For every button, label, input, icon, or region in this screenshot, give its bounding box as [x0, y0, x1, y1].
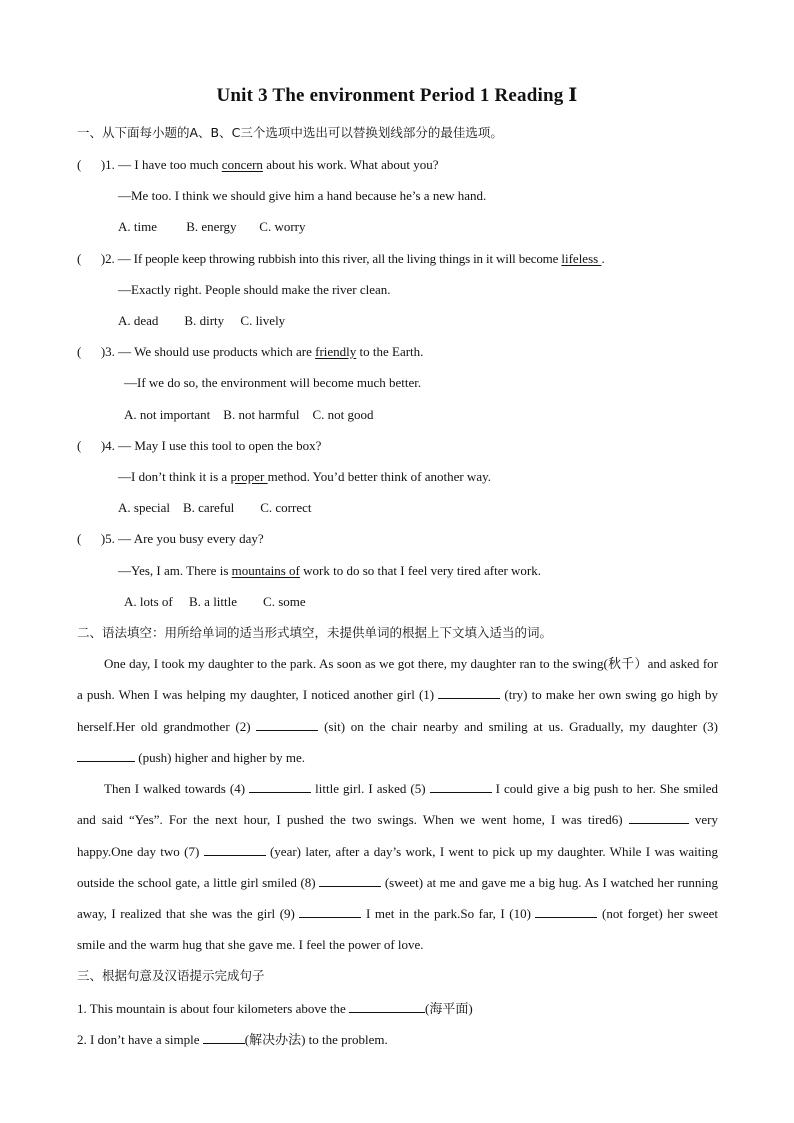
answer-bracket: ( )	[77, 251, 106, 266]
underlined-word: friendly	[315, 344, 357, 359]
sentence-item-2	[77, 1031, 388, 1048]
question-1	[77, 157, 439, 173]
reply-4	[118, 469, 491, 485]
question-3	[77, 344, 423, 360]
blank-1[interactable]	[438, 686, 500, 699]
question-text-end: .	[601, 251, 605, 266]
cloze-text: One day, I took my daughter to the park. As soon as we got there, my daughter ran to the swing(秋千）and asked for a push. When I was helping my daughter, I noticed another girl (1)	[77, 656, 718, 703]
cloze-text: little girl. I asked (5)	[311, 781, 430, 796]
blank-6[interactable]	[629, 811, 689, 824]
page-title: Unit 3 The environment Period 1 Reading Ⅰ	[216, 85, 578, 106]
cloze-text: (year) later, after a day’s work, I went to pick up my daughter. While I was waiting outside the school gate, a little girl smiled (8)	[77, 843, 719, 890]
reply-2: —Exactly right. People should make the river clean.	[118, 282, 391, 297]
cloze-text: (not forget) her sweet smile and the warm hug that she gave me. I feel the power of love.	[77, 906, 718, 953]
options-4: A. special B. careful C. correct	[118, 500, 312, 515]
reply-text-end: method. You’d better think of another way.	[267, 469, 491, 484]
sentence-item-1	[77, 1000, 473, 1017]
answer-bracket: ( )	[77, 531, 106, 546]
question-text: 4. — May I use this tool to open the box?	[105, 438, 322, 453]
cloze-text: Then I walked towards (4)	[104, 781, 250, 796]
cloze-text: (sweet) at me and gave me a big hug. As I watched her running away, I realized that she was the girl (9)	[77, 874, 718, 922]
sentence-text: 2. I don’t have a simple	[77, 1032, 203, 1047]
question-5	[77, 531, 264, 547]
reply-text-end: work to do so that I feel very tired after work.	[299, 563, 542, 578]
blank-7[interactable]	[204, 843, 266, 856]
cloze-paragraph-2	[77, 773, 718, 961]
sentence-hint: (海平面)	[425, 1001, 473, 1016]
reply-5	[118, 563, 541, 579]
sentence-text: 1. This mountain is about four kilometers above the	[77, 1001, 349, 1016]
blank-5[interactable]	[430, 780, 492, 793]
question-text-end: to the Earth.	[356, 344, 424, 359]
cloze-text: (sit) on the chair nearby and smiling at us. Gradually, my daughter (3)	[318, 718, 718, 734]
question-text: 3. — We should use products which are	[105, 344, 316, 359]
sentence-blank-2[interactable]	[203, 1031, 245, 1044]
answer-bracket: ( )	[77, 438, 106, 453]
section2-heading: 二、语法填空：用所给单词的适当形式填空，未提供单词的根据上下文填入适当的词。	[77, 625, 553, 640]
cloze-text: I met in the park.So far, I (10)	[361, 906, 536, 922]
answer-bracket: ( )	[77, 157, 106, 172]
underlined-word: concern	[221, 157, 263, 172]
reply-1: —Me too. I think we should give him a hand because he’s a new hand.	[118, 188, 487, 203]
reply-text: —I don’t think it is a	[118, 469, 231, 484]
cloze-text: I could give a big push to her. She smiled and said “Yes”. For the next hour, I pushed the two swings. When we went home, I was tired6)	[77, 781, 718, 828]
answer-bracket: ( )	[77, 344, 106, 359]
blank-9[interactable]	[299, 905, 361, 918]
underlined-word: mountains of	[231, 563, 300, 578]
question-text: 2. — If people keep throwing rubbish into this river, all the living things in it will become	[105, 251, 562, 266]
reply-3: —If we do so, the environment will become much better.	[124, 375, 422, 390]
question-text-end: about his work. What about you?	[262, 157, 439, 172]
underlined-word: proper	[230, 469, 268, 484]
cloze-text: (push) higher and higher by me.	[135, 749, 306, 765]
options-5: A. lots of B. a little C. some	[124, 594, 306, 609]
section1-heading: 一、从下面每小题的A、B、C三个选项中选出可以替换划线部分的最佳选项。	[77, 125, 503, 140]
options-2: A. dead B. dirty C. lively	[118, 313, 286, 328]
sentence-hint: (解决办法) to the problem.	[244, 1032, 388, 1047]
cloze-text: very happy.One day two (7)	[77, 812, 718, 859]
options-3: A. not important B. not harmful C. not good	[124, 407, 374, 422]
blank-2[interactable]	[256, 718, 318, 731]
question-4	[77, 438, 321, 454]
underlined-word: lifeless	[561, 251, 602, 266]
cloze-paragraph-1	[77, 648, 718, 773]
cloze-text: (try) to make her own swing go high by herself.Her old grandmother (2)	[77, 687, 719, 734]
blank-10[interactable]	[535, 905, 597, 918]
question-text: 1. — I have too much	[105, 157, 222, 172]
blank-4[interactable]	[249, 780, 311, 793]
blank-3[interactable]	[77, 749, 135, 762]
reply-text: —Yes, I am. There is	[118, 563, 232, 578]
section3-heading: 三、根据句意及汉语提示完成句子	[77, 968, 265, 983]
sentence-blank-1[interactable]	[349, 1000, 425, 1013]
question-text: 5. — Are you busy every day?	[105, 531, 264, 546]
question-2	[77, 251, 605, 267]
options-1: A. time B. energy C. worry	[118, 219, 306, 234]
blank-8[interactable]	[319, 874, 381, 887]
